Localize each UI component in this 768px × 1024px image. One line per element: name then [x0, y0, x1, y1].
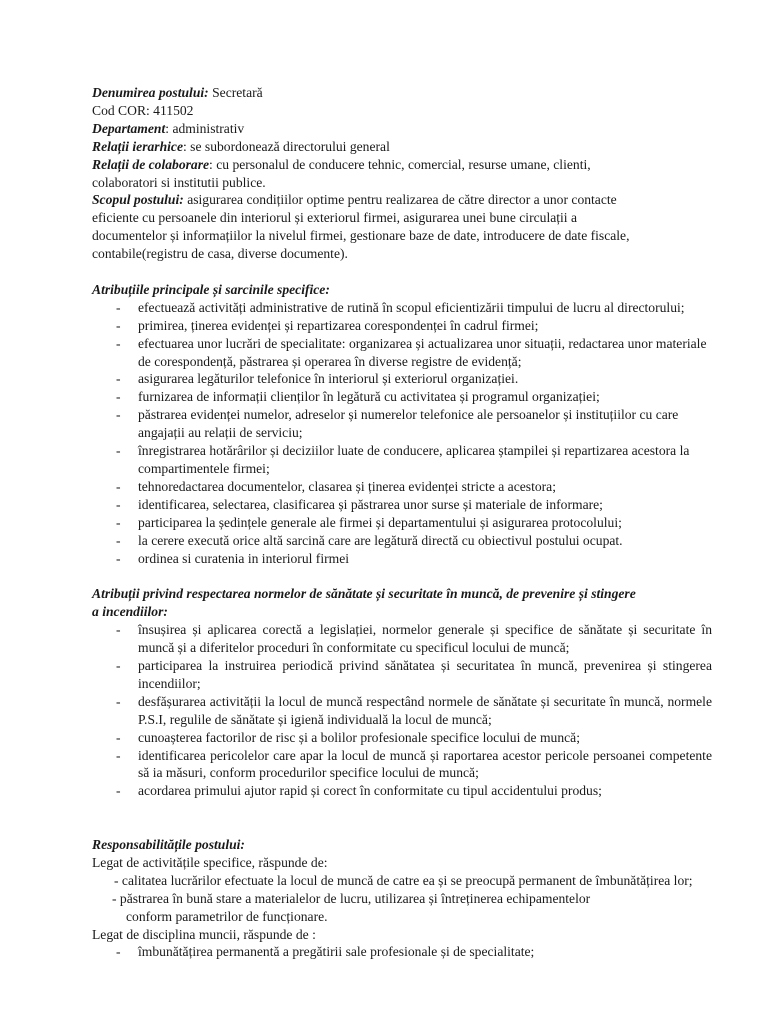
scope-line — [92, 191, 712, 209]
hierarchy-label: Relații ierarhice — [92, 138, 183, 154]
list-item: - înregistrarea hotărârilor și deciziilor luate de conducere, aplicarea ștampilei și repartizarea acestora la compartimentele firmei; — [92, 442, 712, 478]
responsibility-item-2-cont: conform parametrilor de funcționare. — [126, 908, 328, 924]
hierarchy-line — [92, 138, 712, 156]
list-item: - însușirea și aplicarea corectă a legislației, normelor generale și specifice de sănătate și securitate în muncă și a diferitelor proceduri în conformitate cu specificul locului de muncă; — [92, 621, 712, 657]
safety-duties-list — [92, 621, 712, 800]
list-item: - asigurarea legăturilor telefonice în interiorul și exteriorul organizației. — [92, 370, 712, 388]
post-name-line — [92, 84, 712, 102]
responsibilities-intro-2: Legat de disciplina muncii, răspunde de : — [92, 926, 316, 942]
responsibilities-intro-1: Legat de activitățile specifice, răspunde de: — [92, 854, 328, 870]
list-item: - primirea, ținerea evidenței și repartizarea corespondenței în cadrul firmei; — [92, 317, 712, 335]
list-item: - identificarea pericolelor care apar la locul de muncă și raportarea acestor pericole persoanei competente să ia măsuri, conform procedurilor specifice locului de muncă; — [92, 747, 712, 783]
scope-line-2: eficiente cu persoanele din interiorul și exteriorul firmei, asigurarea unei bune circulații a — [92, 210, 578, 226]
section-safety-title-2: a incendiilor: — [92, 604, 168, 620]
collaboration-line-2: colaboratori si institutii publice. — [92, 174, 266, 190]
department-line — [92, 120, 712, 138]
list-item: - tehnoredactarea documentelor, clasarea și ținerea evidenței stricte a acestora; — [92, 478, 712, 496]
section-responsibilities-title: Responsabilitățile postului: — [92, 837, 245, 853]
post-name-label: Denumirea postului: — [92, 85, 209, 100]
section-safety-title: Atribuții privind respectarea normelor de sănătate și securitate în muncă, de prevenire și stingere — [92, 586, 636, 602]
list-item: - participarea la ședințele generale ale firmei și departamentului și asigurarea protocolului; — [92, 514, 712, 532]
list-item: - furnizarea de informații clienților în legătură cu activitatea și programul organizației; — [92, 388, 712, 406]
list-item: - îmbunătățirea permanentă a pregătirii sale profesionale și de specialitate; — [92, 943, 712, 961]
list-item: - identificarea, selectarea, clasificarea și păstrarea unor surse și materiale de informare; — [92, 496, 712, 514]
scope-line-4: contabile(registru de casa, diverse documente). — [92, 246, 348, 262]
department-value: : administrativ — [165, 120, 245, 136]
section-main-duties-title: Atribuțiile principale și sarcinile specifice: — [92, 281, 330, 297]
department-label: Departament — [92, 120, 166, 136]
scope-label: Scopul postului: — [92, 192, 184, 208]
list-item: - efectuează activități administrative de rutină în scopul eficientizării timpului de lucru al directorului; — [92, 299, 712, 317]
post-name-value: Secretară — [208, 85, 263, 100]
responsibility-item-2: - păstrarea în bună stare a materialelor de lucru, utilizarea și întreținerea echipamentelor — [112, 890, 591, 906]
list-item: - la cerere execută orice altă sarcină care are legătură directă cu obiectivul postului ocupat. — [92, 532, 712, 550]
collaboration-line — [92, 156, 712, 174]
scope-line-3: documentelor și informațiilor la nivelul firmei, gestionare baze de date, introducere de date fiscale, — [92, 228, 630, 244]
list-item: - cunoașterea factorilor de risc și a bolilor profesionale specifice locului de muncă; — [92, 729, 712, 747]
main-duties-list — [92, 299, 712, 568]
discipline-list — [92, 943, 712, 961]
collaboration-value: : cu personalul de conducere tehnic, comercial, resurse umane, clienti, — [209, 156, 591, 172]
cor-code: Cod COR: 411502 — [92, 102, 194, 118]
hierarchy-value: : se subordonează directorului general — [183, 138, 390, 154]
list-item: - desfășurarea activității la locul de muncă respectând normele de sănătate și securitate în muncă, normele P.S.I, regulile de sănătate și igienă individuală la locul de muncă; — [92, 693, 712, 729]
responsibility-item-1: - calitatea lucrărilor efectuate la locul de muncă de catre ea și se preocupă permanent de îmbunătățirea lor; — [114, 872, 693, 888]
list-item: - efectuarea unor lucrări de specialitate: organizarea și actualizarea unor situații, redactarea unor materiale de corespondență, păstrarea și operarea în diverse registre de evidență; — [92, 335, 712, 371]
list-item: - păstrarea evidenței numelor, adreselor și numerelor telefonice ale persoanelor și instituțiilor cu care angajații au relații de serviciu; — [92, 406, 712, 442]
collaboration-label: Relații de colaborare — [92, 156, 210, 172]
list-item: - ordinea si curatenia in interiorul firmei — [92, 550, 712, 568]
list-item: - participarea la instruirea periodică privind sănătatea și securitatea în muncă, prevenirea și stingerea incendiilor; — [92, 657, 712, 693]
list-item: - acordarea primului ajutor rapid și corect în conformitate cu tipul accidentului produs; — [92, 782, 712, 800]
scope-value: asigurarea condițiilor optime pentru realizarea de către director a unor contacte — [183, 192, 617, 208]
